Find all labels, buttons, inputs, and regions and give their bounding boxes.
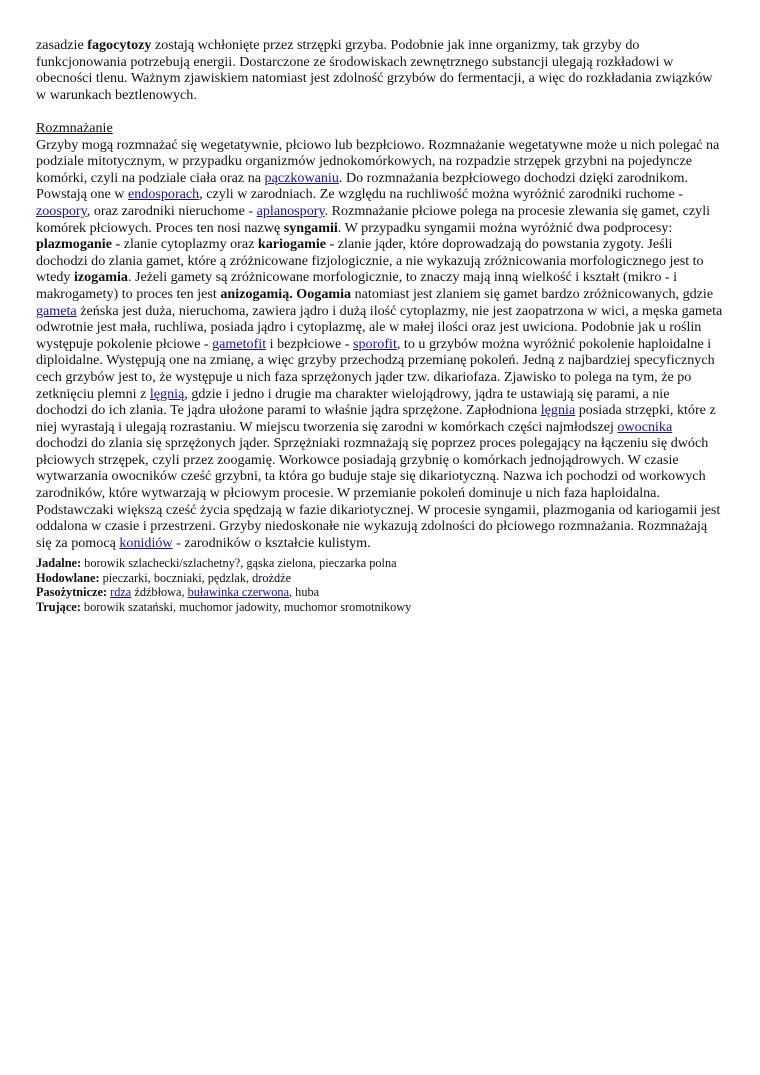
link-owocnika[interactable]: owocnika — [617, 418, 673, 435]
text: zasadzie — [36, 37, 88, 53]
category-text: borowik szlachecki/szlachetny?, gąska zielona, pieczarka polna — [81, 556, 397, 570]
text: , czyli w zarodniach. Ze względu na ruchliwość można wyróżnić zarodniki ruchome - — [199, 186, 683, 203]
link-paczkowaniu[interactable]: pączkowaniu — [264, 169, 339, 186]
list-item-trujace — [36, 600, 724, 615]
link-konidiow[interactable]: konidiów — [119, 534, 173, 551]
intro-paragraph — [36, 37, 724, 103]
link-aplanospory[interactable]: aplanospory — [256, 202, 325, 219]
text: , gdzie i jedno i drugie ma charakter wielojądrowy, jądra te ustawiają się parami, a nie dochodzi do ich zlania. Te jądra ułożone parami to właśnie jądra sprzężone. Zapłodniona — [36, 385, 670, 419]
bold-term-plazmoganie: plazmoganie - — [36, 236, 121, 253]
link-gameta[interactable]: gameta — [36, 302, 77, 319]
text: natomiast jest zlaniem się gamet bardzo zróżnicowanych, gdzie — [351, 285, 714, 302]
category-text: pieczarki, boczniaki, pędzlak, drożdże — [99, 570, 292, 585]
text: i bezpłciowe - — [266, 335, 354, 352]
text: - zarodników o kształcie kulistym. — [172, 534, 371, 551]
bold-term-anizogamia: anizogamią. Oogamia — [220, 285, 352, 302]
list-item-jadalne — [36, 556, 724, 571]
text: . Jeżeli gamety są zróżnicowane morfologicznie, to znaczy mają inną wielkość i kształt (mikro - i makrogamety) to proces ten jest — [36, 269, 678, 302]
category-label: Pasożytnicze: — [36, 585, 108, 600]
text: żeńska jest duża, nieruchoma, zawiera jądro i dużą ilość cytoplazmy, nie jest zaopatrzona w wici, a męska gameta odwrotnie jest mała, ruchliwa, posiada jądro i cytoplazmę, ale w małej ilości oraz jest uwiciona. Podobnie jak u roślin występuje pokolenie płciowe - — [36, 302, 723, 352]
text: zlanie cytoplazmy oraz — [120, 236, 258, 253]
link-zoospory[interactable]: zoospory — [36, 202, 87, 219]
text: , oraz zarodniki nieruchome - — [86, 202, 257, 219]
link-legnia-1[interactable]: lęgnią — [149, 385, 185, 402]
category-label: Trujące: — [36, 599, 81, 614]
bold-term-izogamia: izogamia — [73, 269, 128, 286]
text: zostają wchłonięte przez strzępki grzyba. Podobnie jak inne organizmy, tak grzyby do funkcjonowania potrzebują energii. Dostarczone ze środowiskach zewnętrznego substancji ulegają rozkładowi w obecności tlenu. Ważnym zjawiskiem natomiast jest zdolność grzybów do fermentacji, a więc do rozkładania związków w warunkach beztlenowych. — [36, 37, 713, 103]
list-item-pasozytnicze — [36, 585, 724, 600]
text: zlanie jąder, które doprowadzają do powstania zygoty. Jeśli dochodzi do zlania gamet, które ą zróżnicowane fizjologicznie, a nie wykazują zróżnicowania morfologicznego jest to wtedy — [36, 236, 704, 286]
text: , to u grzybów można wyróżnić pokolenie haploidalne i diploidalne. Występują one na zmianę, a więc grzyby przechodzą przemianę pokoleń. Jedną z najbardziej specyficznych cech grzybów jest to, że występuje u nich faza sprzężonych jąder tzw. dikariofaza. Zjawisko to polega na tym, że po zetknięciu plemni z — [36, 335, 715, 402]
text: posiada strzępki, które z niej wyrastają i ulegają rozrastaniu. W miejscu tworzenia się zarodni w komórkach części najmłodszej — [36, 402, 716, 435]
category-label: Jadalne: — [36, 556, 82, 570]
link-rdza[interactable]: rdza — [110, 585, 132, 600]
category-text: , huba — [289, 585, 320, 600]
reproduction-section — [36, 120, 724, 551]
link-sporofit[interactable]: sporofit — [353, 335, 397, 352]
category-label: Hodowlane: — [36, 570, 100, 585]
list-item-hodowlane — [36, 571, 724, 586]
link-gametofit[interactable]: gametofit — [212, 335, 267, 352]
category-text: źdźbłowa, — [131, 585, 188, 600]
bold-term-kariogamie: kariogamie - — [257, 236, 335, 253]
link-endosporach[interactable]: endosporach — [128, 186, 200, 203]
text: dochodzi do zlania się sprzężonych jąder. Sprzężniaki rozmnażają się poprzez proces polegający na łączeniu się dwóch płciowych strzępek, czyli przez zoogamię. Workowce posiadają grzybnię o komórkach jednojądrowych. W czasie wytwarzania owocników cześć grzybni, ta która go buduje staje się dikariotyczną. Nazwa ich pochodzi od workowych zarodników, które wytwarzają w płciowym procesie. W przemianie pokoleń dominuje u nich faza haploidalna. Podstawczaki większą cześć życia spędzają w fazie dikariotycznej. W procesie syngamii, plazmogania od kariogamii jest oddalona w czasie i przestrzeni. Grzyby niedoskonałe nie wykazują zdolności do płciowego rozmnażania. Rozmnażają się za pomocą — [36, 435, 721, 551]
link-bulawinka-czerwona[interactable]: buławinka czerwona — [187, 585, 290, 600]
text: . Rozmnażanie płciowe polega na procesie zlewania się gamet, czyli komórek płciowych. Proces ten nosi nazwę — [36, 202, 711, 236]
bold-term-syngamii: syngamii — [283, 219, 338, 236]
text: . Do rozmnażania bezpłciowego dochodzi dzięki zarodnikom. Powstają one w — [36, 169, 688, 203]
category-text: borowik szatański, muchomor jadowity, muchomor sromotnikowy — [80, 599, 412, 614]
fungi-categories-list — [36, 556, 724, 614]
text: Grzyby mogą rozmnażać się wegetatywnie, płciowo lub bezpłciowo. Rozmnażanie wegetatywne może u nich polegać na podziale mitotycznym, w przypadku organizmów jednokomórkowych, na rozpadzie strzępek grzybni na pojedyncze komórki, czyli na podziale ciała oraz na — [36, 136, 720, 186]
link-legnia-2[interactable]: lęgnia — [540, 402, 576, 419]
bold-term-fagocytozy: fagocytozy — [87, 37, 152, 53]
text: . W przypadku syngamii można wyróżnić dwa podprocesy: — [337, 219, 673, 236]
section-heading: Rozmnażanie — [36, 120, 113, 136]
